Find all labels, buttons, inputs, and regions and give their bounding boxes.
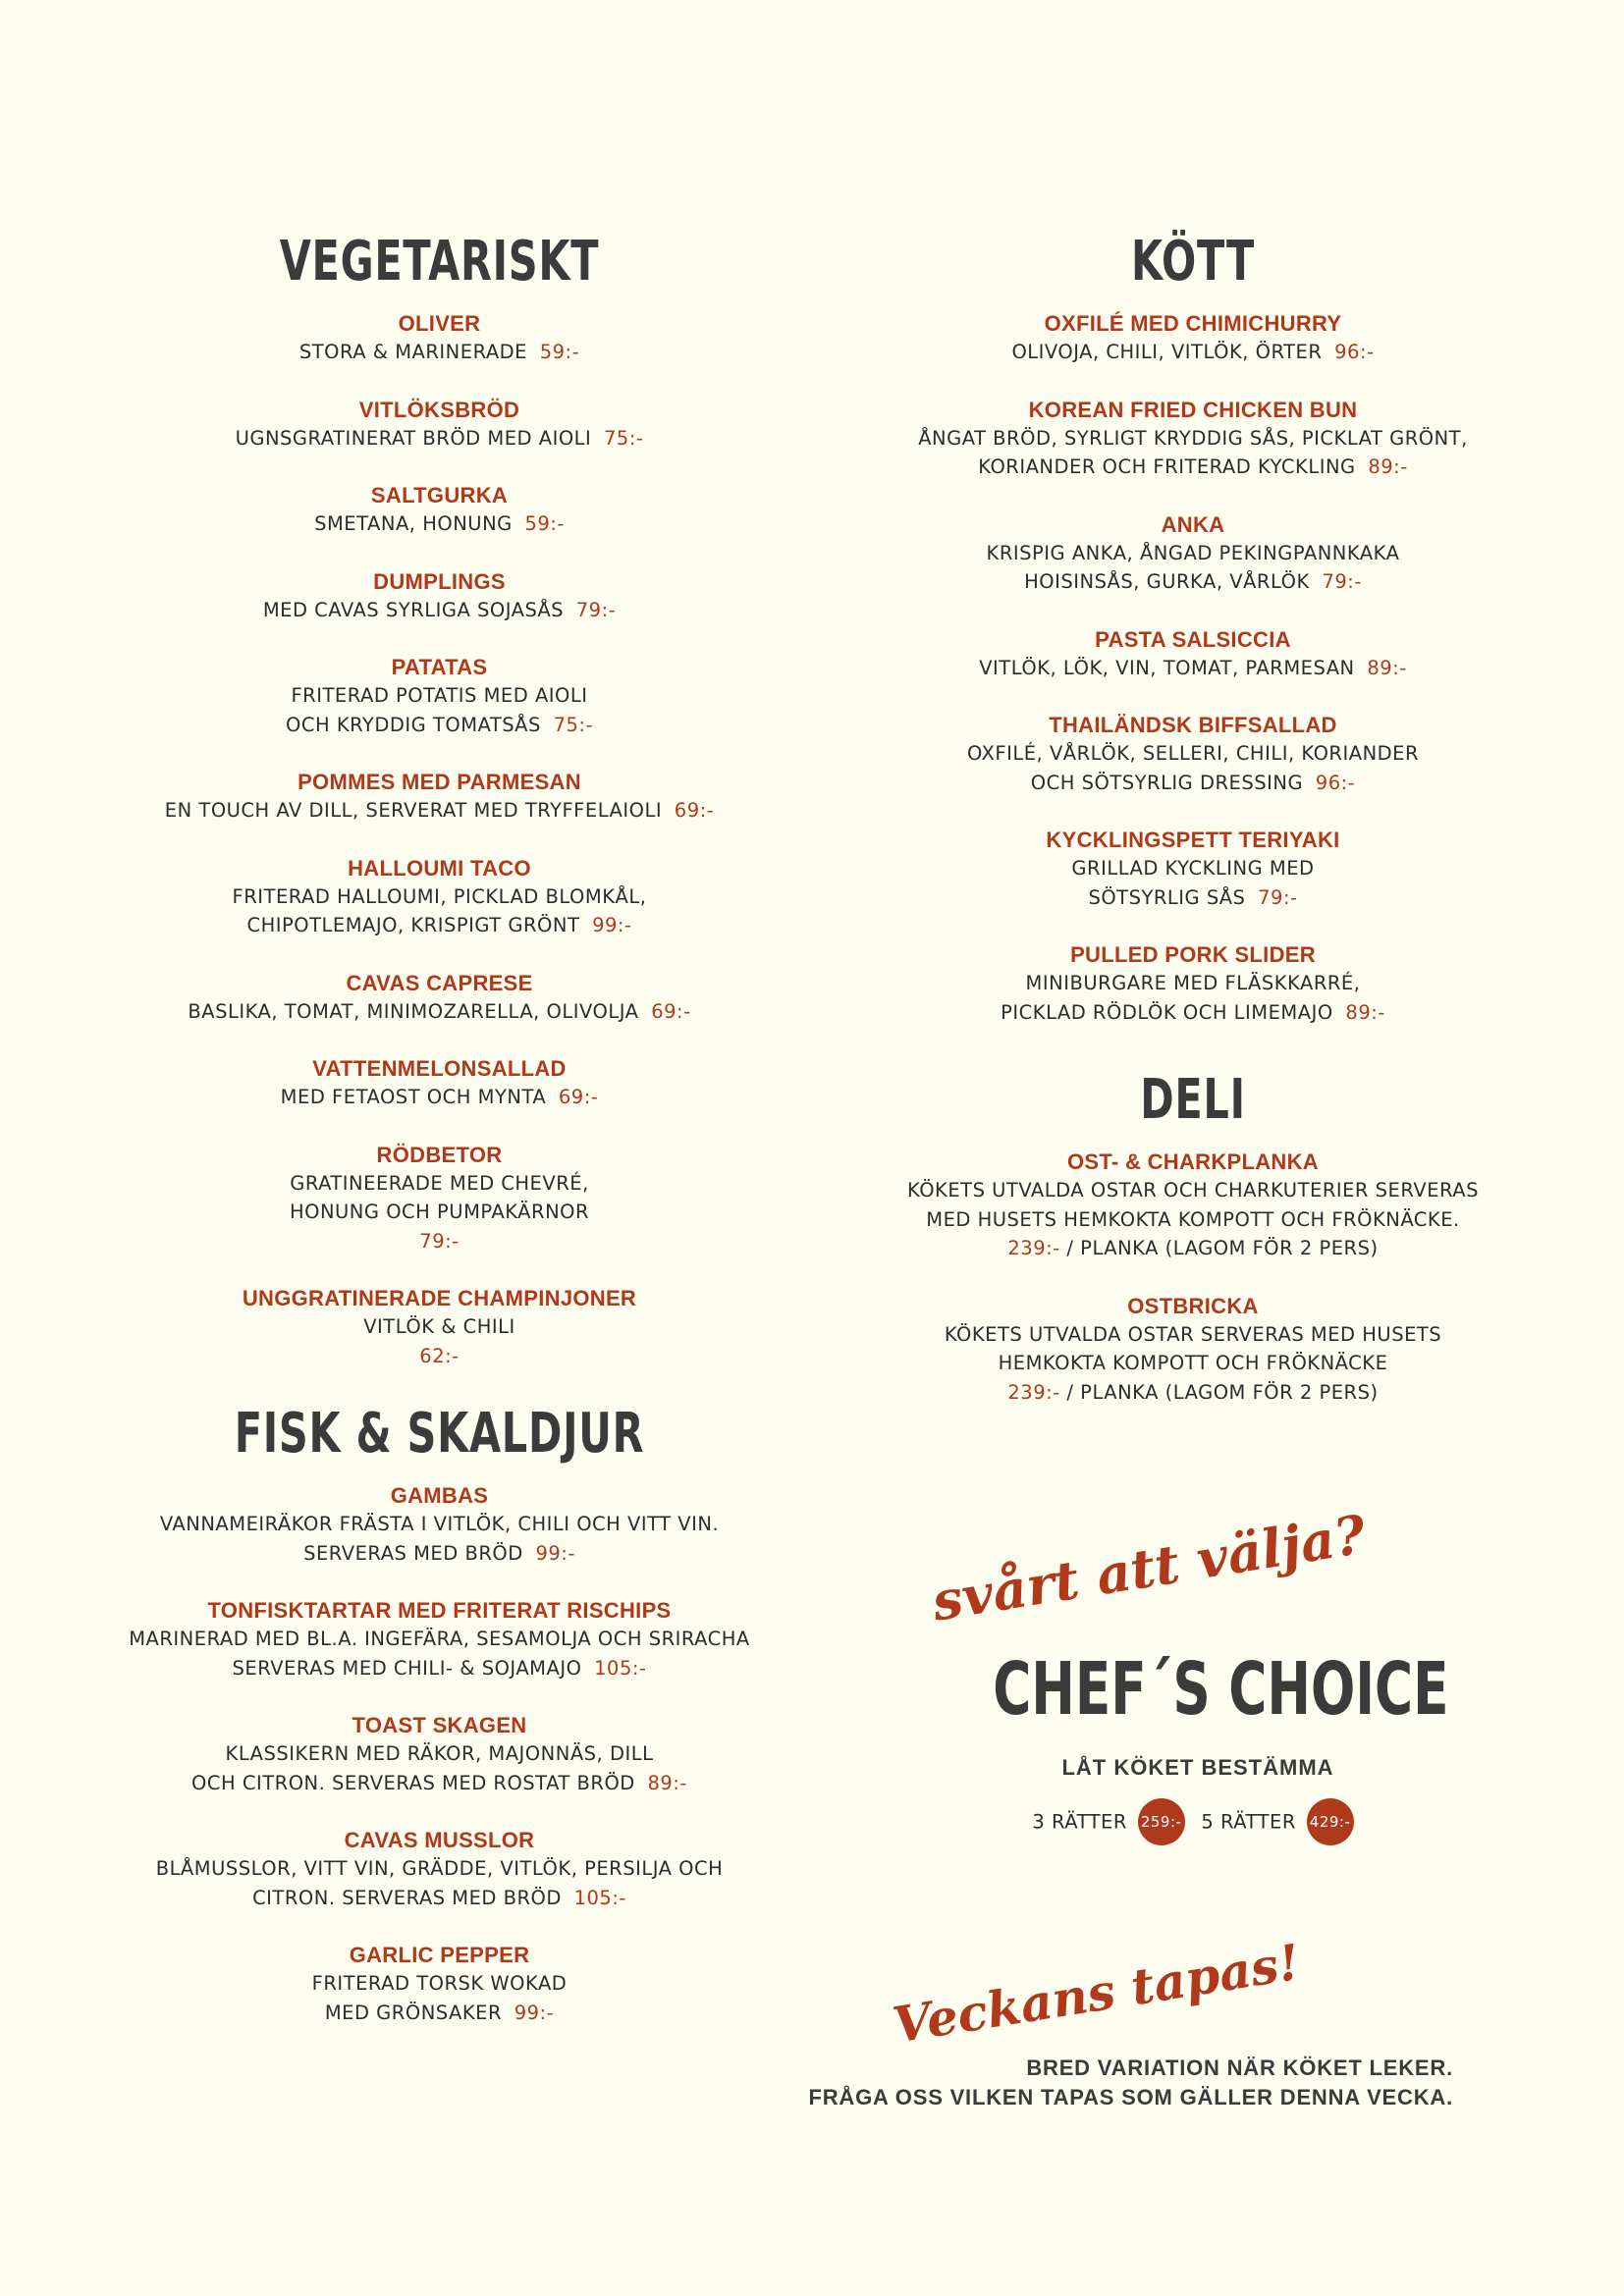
- menu-item: [854, 827, 1532, 912]
- description-text: HONUNG OCH PUMPAKÄRNOR: [289, 1201, 590, 1223]
- menu-item-description: [854, 854, 1532, 912]
- menu-item-description: [854, 539, 1532, 597]
- description-line: [98, 509, 781, 539]
- menu-item: [98, 1827, 781, 1912]
- menu-item-description: [854, 338, 1532, 367]
- menu-item-description: [854, 424, 1532, 482]
- menu-item-name: POMMES MED PARMESAN: [298, 770, 581, 794]
- description-text: KRISPIG ANKA, ÅNGAD PEKINGPANNKAKA: [986, 541, 1400, 564]
- description-line: [98, 596, 781, 625]
- description-line: [98, 711, 781, 740]
- menu-item-description: [854, 654, 1532, 683]
- description-line: [98, 1510, 781, 1539]
- section-title-fisk: FISK & SKALDJUR: [234, 1402, 645, 1466]
- menu-item-description: [98, 997, 781, 1027]
- description-text: OXFILÉ, VÅRLÖK, SELLERI, CHILI, KORIANDER: [966, 742, 1420, 765]
- description-text: MED GRÖNSAKER: [324, 2001, 503, 2024]
- menu-item: [854, 1293, 1532, 1408]
- description-line: [98, 997, 781, 1027]
- section-vegetariskt: [98, 228, 781, 1370]
- description-line: [854, 739, 1532, 769]
- price: 75:-: [604, 426, 644, 450]
- menu-item-name: KOREAN FRIED CHICKEN BUN: [1028, 397, 1358, 422]
- menu-item-name: GARLIC PEPPER: [349, 1943, 530, 1967]
- menu-item-name: KYCKLINGSPETT TERIYAKI: [1046, 828, 1340, 852]
- menu-item-description: [98, 796, 781, 826]
- menu-item-name: TOAST SKAGEN: [352, 1713, 527, 1737]
- menu-item: [854, 397, 1532, 482]
- description-text: GRILLAD KYCKLING MED: [1071, 857, 1315, 880]
- price: 79:-: [1322, 570, 1362, 593]
- description-line: [98, 1969, 781, 1999]
- description-line: [98, 1769, 781, 1798]
- menu-item-name: PATATAS: [391, 655, 488, 679]
- description-line: [98, 1169, 781, 1199]
- chef-title: CHEF´S CHOICE: [993, 1647, 1449, 1732]
- description-text: CHIPOTLEMAJO, KRISPIGT GRÖNT: [246, 914, 580, 936]
- menu-item-name: OST- & CHARKPLANKA: [1067, 1149, 1319, 1174]
- veckans-line-1: BRED VARIATION NÄR KÖKET LEKER.: [1026, 2056, 1453, 2080]
- menu-item-name: SALTGURKA: [370, 483, 509, 507]
- price-suffix: / PLANKA (LAGOM FÖR 2 PERS): [1059, 1380, 1379, 1404]
- description-line: [854, 567, 1532, 597]
- description-text: MED HUSETS HEMKOKTA KOMPOTT OCH FRÖKNÄCKE.: [926, 1207, 1460, 1231]
- description-text: UGNSGRATINERAT BRÖD MED AIOLI: [235, 426, 592, 450]
- description-text: MARINERAD MED BL.A. INGEFÄRA, SESAMOLJA OCH SRIRACHA: [129, 1628, 750, 1650]
- menu-item-description: [98, 1312, 781, 1370]
- description-line: [854, 1176, 1532, 1205]
- description-text: HOISINSÅS, GURKA, VÅRLÖK: [1024, 570, 1310, 593]
- description-text: STORA & MARINERADE: [298, 341, 528, 363]
- menu-item-name: PASTA SALSICCIA: [1095, 626, 1291, 652]
- price-suffix: / PLANKA (LAGOM FÖR 2 PERS): [1059, 1237, 1379, 1259]
- description-text: MED FETAOST OCH MYNTA: [280, 1086, 547, 1108]
- price-line: [98, 1227, 781, 1256]
- description-line: [854, 769, 1532, 798]
- price: 99:-: [514, 2001, 555, 2024]
- description-line: [854, 998, 1532, 1028]
- description-text: OCH KRYDDIG TOMATSÅS: [286, 713, 541, 736]
- menu-item: [854, 941, 1532, 1027]
- option-3-label: 3 RÄTTER: [1032, 1810, 1127, 1834]
- section-fisk: [98, 1400, 781, 2027]
- price: 69:-: [558, 1086, 599, 1108]
- menu-item-description: [98, 1739, 781, 1797]
- menu-item-name: CAVAS MUSSLOR: [344, 1828, 535, 1852]
- chef-prices: [913, 1798, 1483, 1845]
- description-line: [98, 681, 781, 711]
- chef-script-heading: svårt att välja?: [927, 1502, 1371, 1633]
- description-text: FRITERAD TORSK WOKAD: [311, 1972, 568, 1995]
- description-line: [98, 338, 781, 367]
- menu-item: [98, 1482, 781, 1568]
- chef-subtitle: LÅT KÖKET BESTÄMMA: [1061, 1755, 1334, 1780]
- price: 239:-: [1007, 1380, 1060, 1404]
- menu-item: [98, 1142, 781, 1256]
- description-text: KORIANDER OCH FRITERAD KYCKLING: [978, 455, 1356, 478]
- price: 99:-: [535, 1541, 575, 1565]
- menu-item-name: UNGGRATINERADE CHAMPINJONER: [242, 1286, 637, 1310]
- menu-item: [98, 1285, 781, 1370]
- description-text: MINIBURGARE MED FLÄSKKARRÉ,: [1025, 972, 1361, 994]
- menu-item-name: HALLOUMI TACO: [348, 855, 531, 881]
- price: 89:-: [1368, 455, 1408, 478]
- description-text: FRITERAD HALLOUMI, PICKLAD BLOMKÅL,: [232, 884, 647, 908]
- section-title-kott: KÖTT: [1131, 230, 1255, 294]
- price: 96:-: [1334, 341, 1375, 363]
- menu-item: [98, 1597, 781, 1682]
- description-text: GRATINEERADE MED CHEVRÉ,: [290, 1171, 589, 1195]
- description-text: OLIVOJA, CHILI, VITLÖK, ÖRTER: [1011, 341, 1323, 363]
- menu-item-description: [98, 1510, 781, 1568]
- menu-item-name: RÖDBETOR: [376, 1142, 503, 1167]
- price-line: [98, 1342, 781, 1371]
- menu-item: [98, 1712, 781, 1797]
- menu-item-name: GAMBAS: [390, 1483, 489, 1508]
- menu-item-name: DUMPLINGS: [373, 568, 506, 594]
- menu-item-name: OSTBRICKA: [1127, 1293, 1259, 1318]
- description-text: VITLÖK & CHILI: [363, 1315, 515, 1338]
- price: 62:-: [419, 1344, 460, 1367]
- price: 79:-: [1258, 885, 1298, 909]
- menu-item-description: [854, 969, 1532, 1027]
- items-fisk: [98, 1482, 781, 2027]
- items-kott: [854, 310, 1532, 1027]
- description-text: OCH CITRON. SERVERAS MED ROSTAT BRÖD: [191, 1771, 635, 1794]
- description-line: [98, 1654, 781, 1683]
- description-text: ÅNGAT BRÖD, SYRLIGT KRYDDIG SÅS, PICKLAT GRÖNT,: [918, 426, 1468, 450]
- description-line: [98, 1539, 781, 1569]
- description-line: [854, 539, 1532, 568]
- veckans-text: [809, 2054, 1454, 2112]
- description-text: CITRON. SERVERAS MED BRÖD: [252, 1886, 562, 1909]
- menu-item-description: [98, 1169, 781, 1256]
- menu-item-description: [98, 338, 781, 367]
- menu-item-description: [854, 1176, 1532, 1263]
- section-title-deli: DELI: [1140, 1068, 1246, 1132]
- price: 59:-: [524, 512, 565, 535]
- menu-item-description: [98, 681, 781, 739]
- menu-item-description: [98, 1625, 781, 1682]
- menu-item: [98, 970, 781, 1027]
- menu-item-name: VATTENMELONSALLAD: [312, 1056, 567, 1081]
- price: 99:-: [592, 914, 632, 936]
- description-text: EN TOUCH AV DILL, SERVERAT MED TRYFFELAIOLI: [164, 799, 663, 822]
- veckans-script-heading: Veckans tapas!: [889, 1932, 1304, 2055]
- description-text: BASLIKA, TOMAT, MINIMOZARELLA, OLIVOLJA: [188, 999, 639, 1023]
- menu-item-name: THAILÄNDSK BIFFSALLAD: [1049, 713, 1337, 737]
- menu-item: [98, 310, 781, 367]
- option-3-price-badge: 259:-: [1138, 1798, 1185, 1845]
- description-text: KLASSIKERN MED RÄKOR, MAJONNÄS, DILL: [225, 1742, 654, 1765]
- description-text: FRITERAD POTATIS MED AIOLI: [291, 684, 588, 707]
- option-5-label: 5 RÄTTER: [1201, 1810, 1296, 1834]
- menu-item: [98, 654, 781, 739]
- menu-item-description: [98, 1083, 781, 1112]
- price: 105:-: [573, 1886, 626, 1909]
- option-5-price-badge: 429:-: [1307, 1798, 1354, 1845]
- section-title-vegetariskt: VEGETARISKT: [279, 230, 600, 294]
- menu-item-name: ANKA: [1161, 511, 1225, 537]
- description-text: PICKLAD RÖDLÖK OCH LIMEMAJO: [1001, 1000, 1333, 1024]
- price-line: [854, 1234, 1532, 1263]
- price-line: [854, 1378, 1532, 1408]
- price: 79:-: [575, 598, 617, 621]
- items-deli: [854, 1148, 1532, 1407]
- items-vegetariskt: [98, 310, 781, 1370]
- description-line: [98, 1083, 781, 1112]
- menu-item-name: OLIVER: [398, 311, 481, 336]
- description-line: [98, 1739, 781, 1769]
- description-line: [854, 969, 1532, 998]
- menu-item: [98, 769, 781, 826]
- price: 69:-: [674, 799, 715, 822]
- description-text: VANNAMEIRÄKOR FRÄSTA I VITLÖK, CHILI OCH VITT VIN.: [159, 1513, 720, 1535]
- description-line: [854, 424, 1532, 454]
- menu-item-description: [854, 739, 1532, 797]
- menu-item-description: [854, 1320, 1532, 1408]
- description-line: [854, 1349, 1532, 1378]
- price: 69:-: [651, 999, 691, 1023]
- description-line: [98, 882, 781, 912]
- description-line: [98, 1884, 781, 1913]
- menu-item-description: [98, 882, 781, 940]
- price: 89:-: [1345, 1000, 1385, 1024]
- description-text: KÖKETS UTVALDA OSTAR OCH CHARKUTERIER SERVERAS: [906, 1179, 1480, 1201]
- menu-item: [854, 626, 1532, 683]
- price: 75:-: [553, 713, 593, 736]
- description-text: BLÅMUSSLOR, VITT VIN, GRÄDDE, VITLÖK, PERSILJA OCH: [155, 1857, 724, 1880]
- price: 59:-: [539, 341, 580, 363]
- description-line: [854, 883, 1532, 913]
- section-kott: [854, 228, 1532, 1027]
- description-line: [98, 1854, 781, 1884]
- description-line: [98, 1198, 781, 1227]
- description-line: [854, 654, 1532, 683]
- menu-item-name: VITLÖKSBRÖD: [358, 397, 520, 422]
- description-line: [854, 338, 1532, 367]
- description-text: SMETANA, HONUNG: [314, 512, 513, 535]
- price: 105:-: [594, 1656, 647, 1680]
- menu-item-description: [98, 1854, 781, 1912]
- menu-item-name: PULLED PORK SLIDER: [1070, 942, 1316, 967]
- description-line: [98, 796, 781, 826]
- menu-item: [98, 1055, 781, 1112]
- price: 89:-: [647, 1771, 687, 1794]
- menu-item: [98, 568, 781, 625]
- left-column: [98, 228, 781, 2056]
- description-text: OCH SÖTSYRLIG DRESSING: [1030, 771, 1304, 794]
- description-line: [98, 1999, 781, 2028]
- menu-item-description: [98, 596, 781, 625]
- menu-item: [98, 855, 781, 940]
- right-column: [854, 228, 1532, 1436]
- description-text: KÖKETS UTVALDA OSTAR SERVERAS MED HUSETS: [944, 1322, 1442, 1346]
- menu-item: [98, 397, 781, 454]
- description-text: SERVERAS MED CHILI- & SOJAMAJO: [232, 1656, 582, 1680]
- description-line: [98, 424, 781, 454]
- menu-item-description: [98, 1969, 781, 2027]
- menu-item: [854, 712, 1532, 797]
- description-line: [854, 1205, 1532, 1235]
- menu-item: [854, 511, 1532, 597]
- description-text: MED CAVAS SYRLIGA SOJASÅS: [262, 598, 565, 621]
- menu-item-name: TONFISKTARTAR MED FRITERAT RISCHIPS: [207, 1598, 672, 1623]
- price: 89:-: [1367, 656, 1407, 679]
- section-deli: [854, 1066, 1532, 1407]
- menu-item: [854, 1148, 1532, 1263]
- price: 79:-: [419, 1229, 460, 1253]
- menu-item: [854, 310, 1532, 367]
- description-line: [854, 854, 1532, 883]
- menu-item-description: [98, 424, 781, 454]
- description-text: SERVERAS MED BRÖD: [303, 1541, 523, 1565]
- description-text: HEMKOKTA KOMPOTT OCH FRÖKNÄCKE: [998, 1352, 1388, 1374]
- description-line: [98, 1625, 781, 1654]
- description-line: [98, 911, 781, 940]
- description-line: [854, 1320, 1532, 1350]
- menu-item: [98, 482, 781, 539]
- menu-item-name: OXFILÉ MED CHIMICHURRY: [1044, 311, 1342, 336]
- price: 96:-: [1315, 771, 1356, 794]
- menu-item-description: [98, 509, 781, 539]
- veckans-line-2: FRÅGA OSS VILKEN TAPAS SOM GÄLLER DENNA VECKA.: [808, 2085, 1453, 2109]
- menu-item: [98, 1942, 781, 2027]
- description-line: [98, 1312, 781, 1342]
- description-text: VITLÖK, LÖK, VIN, TOMAT, PARMESAN: [979, 656, 1355, 679]
- description-text: SÖTSYRLIG SÅS: [1088, 885, 1246, 909]
- price: 239:-: [1007, 1237, 1060, 1259]
- description-line: [854, 453, 1532, 482]
- menu-item-name: CAVAS CAPRESE: [346, 970, 533, 995]
